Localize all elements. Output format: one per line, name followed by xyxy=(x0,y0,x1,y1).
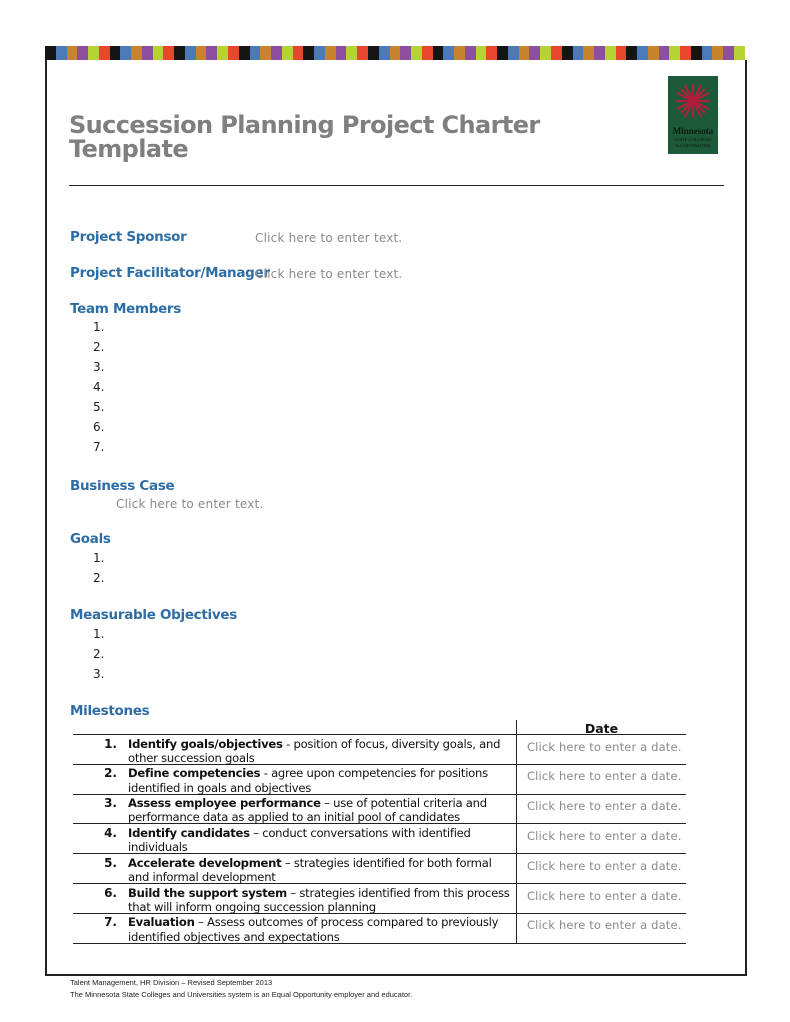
stripe-block xyxy=(163,46,174,60)
team-member-item[interactable]: 5. xyxy=(93,400,105,414)
milestone-description xyxy=(128,826,513,854)
stripe-block xyxy=(67,46,78,60)
business-case-field[interactable]: Click here to enter text. xyxy=(116,497,264,511)
footer-equal-opportunity: The Minnesota State Colleges and Universities system is an Equal Opportunity employer and educator. xyxy=(70,990,413,999)
footer-revision: Talent Management, HR Division – Revised September 2013 xyxy=(70,978,273,987)
stripe-block xyxy=(443,46,454,60)
measurable-objectives-heading: Measurable Objectives xyxy=(70,607,237,623)
stripe-block xyxy=(433,46,444,60)
logo-text-state-colleges: STATE COLLEGES xyxy=(674,137,712,142)
stripe-block xyxy=(196,46,207,60)
milestone-description xyxy=(128,796,513,824)
milestone-number: 4. xyxy=(104,825,117,840)
stripe-block xyxy=(314,46,325,60)
stripe-block xyxy=(228,46,239,60)
date-column-header: Date xyxy=(584,721,619,736)
stripe-block xyxy=(691,46,702,60)
stripe-block xyxy=(260,46,271,60)
stripe-block xyxy=(454,46,465,60)
goal-item[interactable]: 2. xyxy=(93,571,105,585)
milestone-description xyxy=(128,886,513,914)
project-manager-label: Project Facilitator/Manager xyxy=(70,265,270,281)
stripe-block xyxy=(540,46,551,60)
stripe-block xyxy=(45,46,56,60)
milestone-title: Build the support system xyxy=(128,885,287,900)
stripe-block xyxy=(239,46,250,60)
stripe-block xyxy=(282,46,293,60)
team-member-item[interactable]: 2. xyxy=(93,340,105,354)
stripe-block xyxy=(712,46,723,60)
milestone-date-field[interactable]: Click here to enter a date. xyxy=(527,888,682,903)
title-line-1: Succession Planning Project Charter xyxy=(69,111,540,139)
stripe-block xyxy=(476,46,487,60)
stripe-block xyxy=(153,46,164,60)
milestone-title: Define competencies xyxy=(128,766,261,781)
decorative-color-stripe xyxy=(45,46,745,60)
table-row xyxy=(73,885,686,914)
milestone-title: Identify goals/objectives xyxy=(128,736,283,751)
stripe-block xyxy=(77,46,88,60)
stripe-block xyxy=(519,46,530,60)
stripe-block xyxy=(422,46,433,60)
objective-item[interactable]: 2. xyxy=(93,647,105,661)
stripe-block xyxy=(56,46,67,60)
milestone-title: Assess employee performance xyxy=(128,796,321,811)
project-sponsor-field[interactable]: Click here to enter text. xyxy=(255,231,403,245)
title-line-2: Template xyxy=(69,135,189,163)
stripe-block xyxy=(174,46,185,60)
team-member-item[interactable]: 7. xyxy=(93,440,105,454)
stripe-block xyxy=(529,46,540,60)
team-member-item[interactable]: 1. xyxy=(93,320,105,334)
stripe-block xyxy=(562,46,573,60)
table-row xyxy=(73,825,686,854)
milestone-title: Accelerate development xyxy=(128,855,282,870)
milestone-number: 1. xyxy=(104,736,117,751)
table-row xyxy=(73,914,686,943)
stripe-block xyxy=(271,46,282,60)
stripe-block xyxy=(669,46,680,60)
stripe-block xyxy=(368,46,379,60)
stripe-block xyxy=(88,46,99,60)
project-manager-field[interactable]: Click here to enter text. xyxy=(255,267,403,281)
milestone-date-field[interactable]: Click here to enter a date. xyxy=(527,799,682,814)
project-sponsor-label: Project Sponsor xyxy=(70,229,187,245)
milestone-date-field[interactable]: Click here to enter a date. xyxy=(527,828,682,843)
stripe-block xyxy=(120,46,131,60)
milestone-date-field[interactable]: Click here to enter a date. xyxy=(527,918,682,933)
milestones-heading: Milestones xyxy=(70,703,150,719)
goals-heading: Goals xyxy=(70,531,111,547)
objective-item[interactable]: 1. xyxy=(93,627,105,641)
stripe-block xyxy=(497,46,508,60)
milestone-number: 3. xyxy=(104,796,117,811)
table-row xyxy=(73,765,686,794)
milestone-date-field[interactable]: Click here to enter a date. xyxy=(527,739,682,754)
stripe-block xyxy=(99,46,110,60)
document-title xyxy=(69,113,540,161)
stripe-block xyxy=(605,46,616,60)
stripe-block xyxy=(336,46,347,60)
stripe-block xyxy=(400,46,411,60)
milestone-title: Identify candidates xyxy=(128,825,250,840)
milestone-detail: – use of potential criteria and performance data as applied to an initial pool of candidates xyxy=(128,796,487,825)
stripe-block xyxy=(346,46,357,60)
stripe-block xyxy=(594,46,605,60)
stripe-block xyxy=(206,46,217,60)
stripe-block xyxy=(293,46,304,60)
starburst-icon xyxy=(674,82,712,120)
table-row xyxy=(73,795,686,824)
logo-text-universities: & UNIVERSITIES xyxy=(675,143,711,148)
stripe-block xyxy=(486,46,497,60)
goal-item[interactable]: 1. xyxy=(93,551,105,565)
stripe-block xyxy=(573,46,584,60)
table-column-divider xyxy=(516,720,517,943)
stripe-block xyxy=(626,46,637,60)
stripe-block xyxy=(734,46,745,60)
milestone-title: Evaluation xyxy=(128,915,195,930)
milestone-date-field[interactable]: Click here to enter a date. xyxy=(527,858,682,873)
milestone-description xyxy=(128,856,513,884)
stripe-block xyxy=(110,46,121,60)
milestone-detail: - position of focus, diversity goals, and other succession goals xyxy=(128,736,501,765)
stripe-block xyxy=(680,46,691,60)
milestone-description xyxy=(128,915,513,943)
stripe-block xyxy=(583,46,594,60)
stripe-block xyxy=(702,46,713,60)
milestone-date-field[interactable]: Click here to enter a date. xyxy=(527,769,682,784)
milestone-detail: - agree upon competencies for positions identified in goals and objectives xyxy=(128,766,488,795)
stripe-block xyxy=(616,46,627,60)
team-member-item[interactable]: 3. xyxy=(93,360,105,374)
stripe-block xyxy=(250,46,261,60)
milestone-description xyxy=(128,766,513,794)
stripe-block xyxy=(465,46,476,60)
business-case-heading: Business Case xyxy=(70,478,175,494)
stripe-block xyxy=(411,46,422,60)
stripe-block xyxy=(659,46,670,60)
milestone-detail: – conduct conversations with identified individuals xyxy=(128,825,471,855)
stripe-block xyxy=(379,46,390,60)
logo-text-minnesota: Minnesota xyxy=(672,126,714,136)
milestone-description xyxy=(128,737,513,765)
milestone-number: 5. xyxy=(104,855,117,870)
stripe-block xyxy=(390,46,401,60)
team-members-heading: Team Members xyxy=(70,301,182,317)
table-header xyxy=(73,720,686,735)
stripe-block xyxy=(723,46,734,60)
stripe-block xyxy=(648,46,659,60)
milestone-number: 7. xyxy=(104,915,117,930)
table-row xyxy=(73,855,686,884)
stripe-block xyxy=(131,46,142,60)
milestone-number: 2. xyxy=(104,766,117,781)
minnesota-state-logo xyxy=(668,76,718,154)
stripe-block xyxy=(357,46,368,60)
stripe-block xyxy=(303,46,314,60)
stripe-block xyxy=(637,46,648,60)
milestone-detail: – strategies identified from this process that will inform ongoing succession planning xyxy=(128,885,510,914)
stripe-block xyxy=(551,46,562,60)
stripe-block xyxy=(217,46,228,60)
stripe-block xyxy=(508,46,519,60)
table-row xyxy=(73,736,686,765)
stripe-block xyxy=(185,46,196,60)
stripe-block xyxy=(142,46,153,60)
objective-item[interactable]: 3. xyxy=(93,667,105,681)
stripe-block xyxy=(325,46,336,60)
milestone-number: 6. xyxy=(104,885,117,900)
team-member-item[interactable]: 6. xyxy=(93,420,105,434)
team-member-item[interactable]: 4. xyxy=(93,380,105,394)
milestone-detail: – Assess outcomes of process compared to previously identified objectives and expectations xyxy=(128,915,499,944)
title-divider xyxy=(69,185,724,186)
milestone-detail: – strategies identified for both formal and informal development xyxy=(128,855,492,884)
